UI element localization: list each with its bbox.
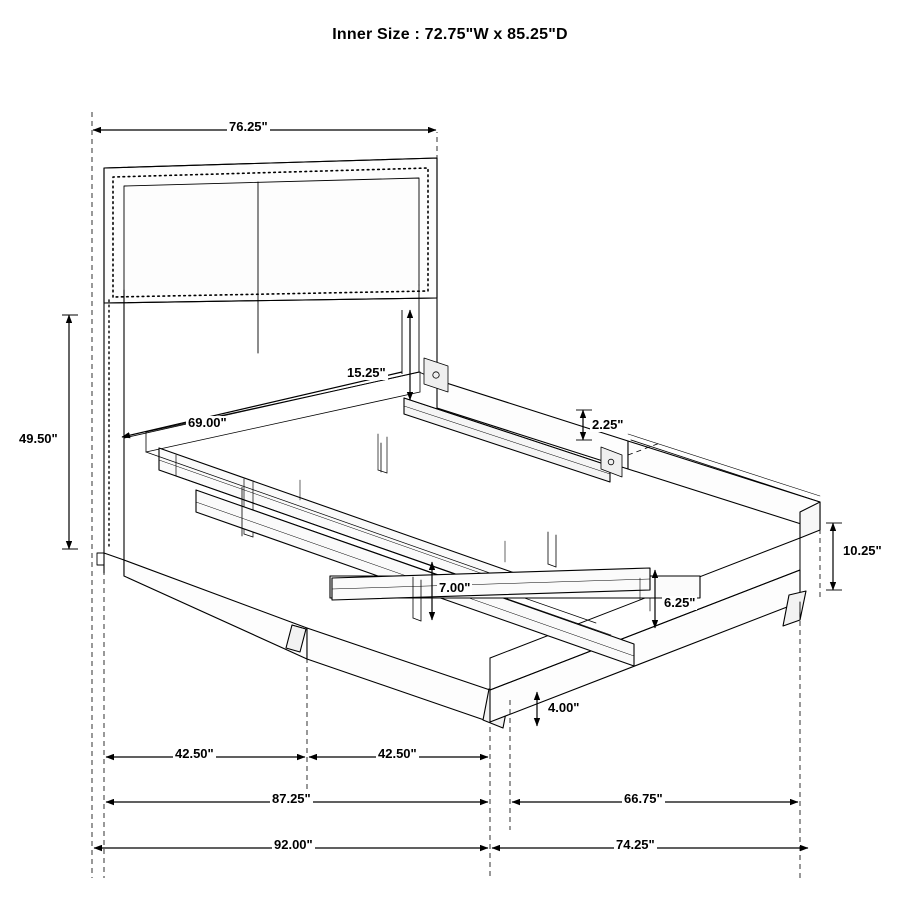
dim-headboard-panel-height: 69.00" — [188, 415, 227, 430]
dim-headboard-to-rail: 15.25" — [347, 365, 386, 380]
dim-slat-clearance: 7.00" — [439, 580, 471, 595]
dim-leg-height: 4.00" — [548, 700, 580, 715]
dim-half-length-left: 42.50" — [175, 746, 214, 761]
dim-deck-height: 6.25" — [664, 595, 696, 610]
dim-headboard-width: 76.25" — [229, 119, 268, 134]
dim-half-length-right: 42.50" — [378, 746, 417, 761]
dim-rail-offset: 2.25" — [592, 417, 624, 432]
dim-depth-66: 66.75" — [624, 791, 663, 806]
dim-overall-height: 49.50" — [19, 431, 58, 446]
page-title: Inner Size : 72.75"W x 85.25"D — [332, 26, 568, 43]
dim-length-87: 87.25" — [272, 791, 311, 806]
dim-length-92: 92.00" — [274, 837, 313, 852]
dim-side-rail-height: 10.25" — [843, 543, 882, 558]
dim-depth-74: 74.25" — [616, 837, 655, 852]
